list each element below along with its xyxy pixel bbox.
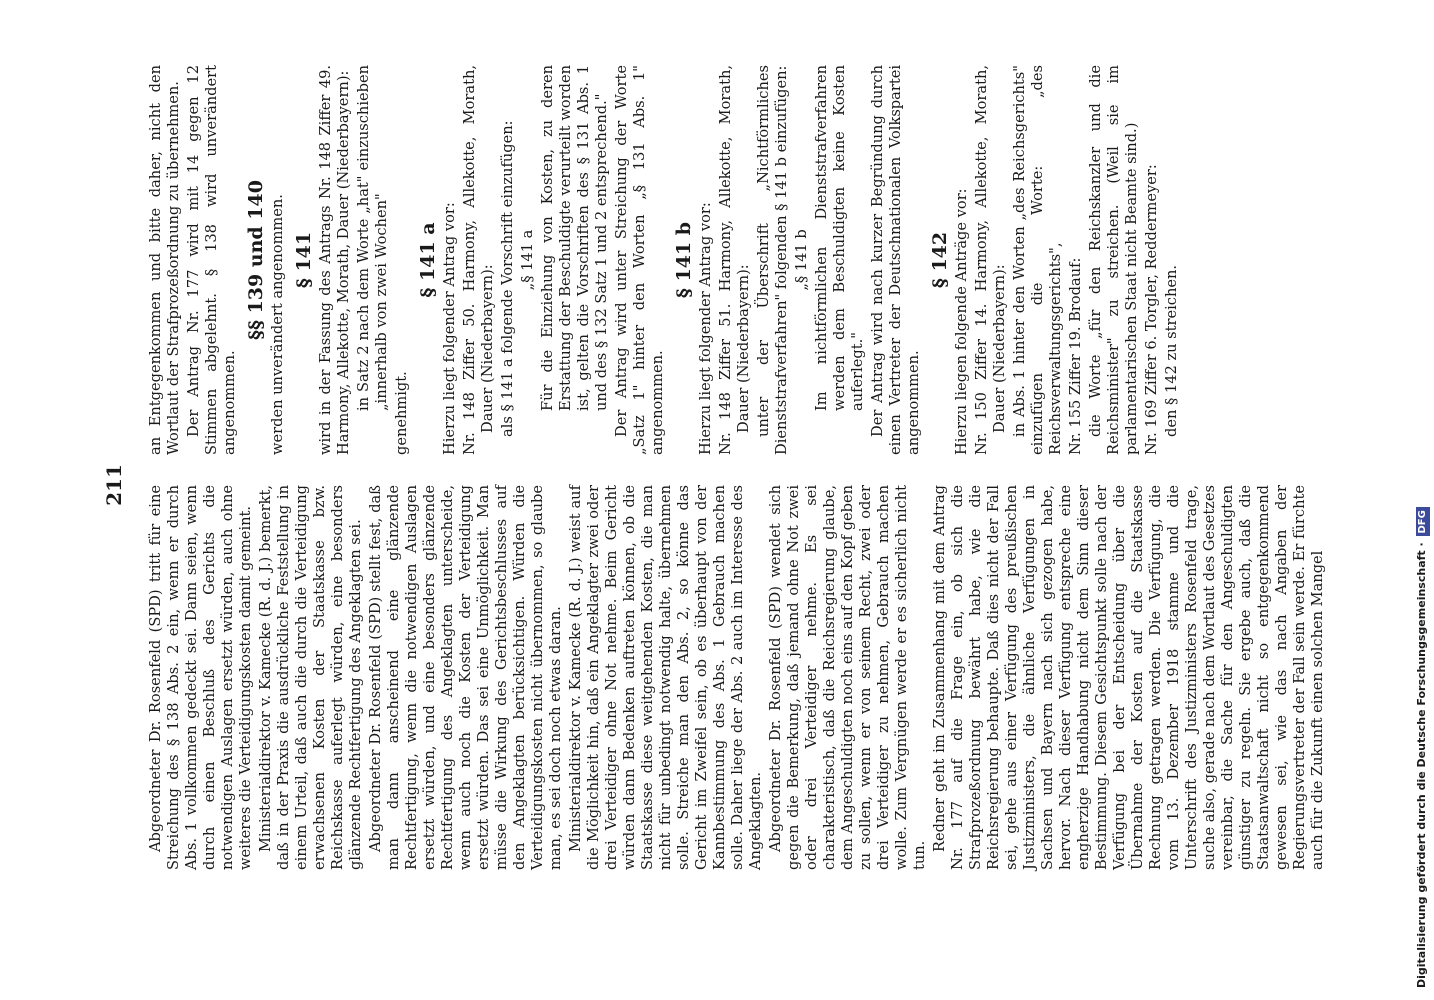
paragraph: Der Antrag wird unter Streichung der Worte „Satz 1" hinter den Worten „§ 131 Abs. 1" angenommen. xyxy=(613,65,666,455)
paragraph: Im nichtförmlichen Dienststrafverfahren werden dem Beschuldigten keine Kosten auferlegt." xyxy=(813,65,866,411)
paragraph: in Abs. 1 hinter den Worten „des Reichsgerichts" einzufügen die Worte: „des Reichsverwaltungsgerichts", xyxy=(1011,65,1064,455)
paragraph: den § 142 zu streichen. xyxy=(1163,264,1180,437)
section-heading: § 142 xyxy=(929,231,951,289)
rotated-document-page xyxy=(22,5,1412,985)
section-heading: §§ 139 und 140 xyxy=(245,180,267,340)
paragraph: Ministerialdirektor v. Kamecke (R. d. J.) weist auf die Möglichkeit hin, daß ein Angeklagter zwei oder drei Verteidiger ohne Not nehme. Beim Gericht würden dann Bedenken auftreten können, ob die Staatskasse diese weitgehenden Kosten, die man nicht für unbedingt notwendig halte, übernehmen solle. Streiche man den Abs. 2, so könne das Gericht im Zweifel sein, ob es überhaupt von der Kannbestimmung des Abs. 1 Gebrauch machen solle. Daher liege der Abs. 2 auch im Interesse des Angeklagten. xyxy=(567,485,764,870)
paragraph: Abgeordneter Dr. Rosenfeld (SPD) tritt für eine Streichung des § 138 Abs. 2 ein, wenn er durch Abs. 1 vollkommen gedeckt sei. Dann seien, wenn durch einen Beschluß des Gerichts die notwendigen Auslagen ersetzt würden, auch ohne weiteres die Verteidigungskosten damit gemeint. xyxy=(147,485,254,870)
paragraph: Hierzu liegt folgender Antrag vor: xyxy=(697,202,714,455)
digitization-credit xyxy=(1408,8,1434,988)
paragraph: Für die Einziehung von Kosten, zu deren Erstattung der Beschuldigte verurteilt worden ist, gelten die Vorschriften des § 131 Abs. 1 und des § 132 Satz 1 und 2 entsprechend." xyxy=(539,65,610,411)
paragraph: werden unverändert angenommen. xyxy=(269,194,286,455)
paragraph: Nr. 169 Ziffer 6. Torgler, Reddermeyer: xyxy=(1143,164,1160,455)
paragraph: die Worte „für den Reichskanzler und die Reichsminister" zu streichen. (Weil sie im parlamentarischen Staat nicht Beamte sind.) xyxy=(1087,65,1140,455)
section-heading: § 141 a xyxy=(417,222,439,298)
right-text-column xyxy=(147,65,1183,455)
paragraph: Abgeordneter Dr. Rosenfeld (SPD) wendet sich gegen die Bemerkung, daß jemand ohne Not zwei oder drei Verteidiger nehme. Es sei charakteristisch, daß die Reichsregierung glaube, dem Angeschuldigten noch eins auf den Kopf geben zu sollen, wenn er von seinem Recht, zwei oder drei Verteidiger zu nehmen, Gebrauch machen wolle. Zum Vergnügen werde er es sicherlich nicht tun. xyxy=(767,485,928,870)
left-text-column xyxy=(147,485,1329,870)
paragraph: „§ 141 a xyxy=(519,229,536,291)
paragraph: Abgeordneter Dr. Rosenfeld (SPD) stellt fest, daß man dann anscheinend eine glänzende Rechtfertigung, wenn die notwendigen Auslagen ersetzt würden, und eine besonders glänzende Rechtfertigung des Angeklagten unterscheide, wenn auch noch die Kosten der Verteidigung ersetzt würden. Das sei eine Unmöglichkeit. Man müsse die Wirkung des Gerichtsbeschlusses auf den Angeklagten berücksichtigen. Würden die Verteidigungskosten nicht übernommen, so glaube man, es sei doch noch etwas daran. xyxy=(367,485,564,870)
paragraph: genehmigt. xyxy=(393,371,410,455)
paragraph: in Satz 2 nach dem Worte „hat" einzuschieben „innerhalb von zwei Wochen" xyxy=(355,65,390,411)
paragraph: Nr. 148 Ziffer 51. Harmony, Allekotte, Morath, Dauer (Niederbayern): xyxy=(717,65,752,455)
paragraph: Redner geht im Zusammenhang mit dem Antrag Nr. 177 auf die Frage ein, ob sich die Strafprozeßordnung bewährt habe, wie die Reichsregierung behaupte. Daß dies nicht der Fall sei, gehe aus einer Verfügung des preußischen Justizministers, die ähnliche Verfügungen in Sachsen und Bayern nach sich gezogen habe, hervor. Nach dieser Verfügung entspreche eine engherzige Handhabung nicht dem Sinn dieser Bestimmung. Diesem Gesichtspunkt solle nach der Verfügung bei der Entscheidung über die Übernahme der Kosten auf die Staatskasse Rechnung getragen werden. Die Verfügung, die vom 13. Dezember 1918 stamme und die Unterschrift des Justizministers Rosenfeld trage, suche also, gerade nach dem Wortlaut des Gesetzes vereinbar, die Sache für den Angeschuldigten günstiger zu regeln. Sie ergebe auch, daß die Staatsanwaltschaft nicht so entgegenkommend gewesen sei, wie das nach Angaben der Regierungsvertreter der Fall sein werde. Er fürchte auch für die Zukunft einen solchen Mangel xyxy=(931,485,1326,870)
paragraph: Nr. 155 Ziffer 19. Brodauf: xyxy=(1067,257,1084,455)
credit-text: Digitalisierung gefördert durch die Deutsche Forschungsgemeinschaft · xyxy=(1415,538,1428,988)
dfg-logo: DFG xyxy=(1416,507,1430,536)
paragraph: Der Antrag Nr. 177 wird mit 14 gegen 12 Stimmen abgelehnt. § 138 wird unverändert angenommen. xyxy=(185,65,238,455)
paragraph: unter der Überschrift „Nichtförmliches Dienststrafverfahren" folgenden § 141 b einzufügen: xyxy=(755,65,790,455)
paragraph: Hierzu liegt folgender Antrag vor: xyxy=(441,202,458,455)
paragraph: Der Antrag wird nach kurzer Begründung durch einen Vertreter der Deutschnationalen Volkspartei angenommen. xyxy=(869,65,922,455)
page-number: 211 xyxy=(102,464,126,506)
section-heading: § 141 xyxy=(293,231,315,289)
paragraph: Hierzu liegen folgende Anträge vor: xyxy=(953,188,970,455)
paragraph: als § 141 a folgende Vorschrift einzufügen: xyxy=(499,120,516,437)
paragraph: Nr. 150 Ziffer 14. Harmony, Allekotte, Morath, Dauer (Niederbayern): xyxy=(973,65,1008,455)
section-heading: § 141 b xyxy=(673,221,695,299)
paragraph: Ministerialdirektor v. Kamecke (R. d. J.) bemerkt, daß in der Praxis die ausdrückliche Feststellung in einem Urteil, daß auch die durch die Verteidigung erwachsenen Kosten der Staatskasse bzw. Reichskasse auferlegt würden, eine besonders glänzende Rechtfertigung des Angeklagten sei. xyxy=(257,485,364,870)
paragraph: wird in der Fassung des Antrags Nr. 148 Ziffer 49. Harmony, Allekotte, Morath, Dauer (Niederbayern): xyxy=(317,65,352,455)
paragraph: „§ 141 b xyxy=(793,229,810,291)
paragraph: an Entgegenkommen und bitte daher, nicht den Wortlaut der Strafprozeßordnung zu übernehmen. xyxy=(147,65,182,455)
paragraph: Nr. 148 Ziffer 50. Harmony, Allekotte, Morath, Dauer (Niederbayern): xyxy=(461,65,496,455)
